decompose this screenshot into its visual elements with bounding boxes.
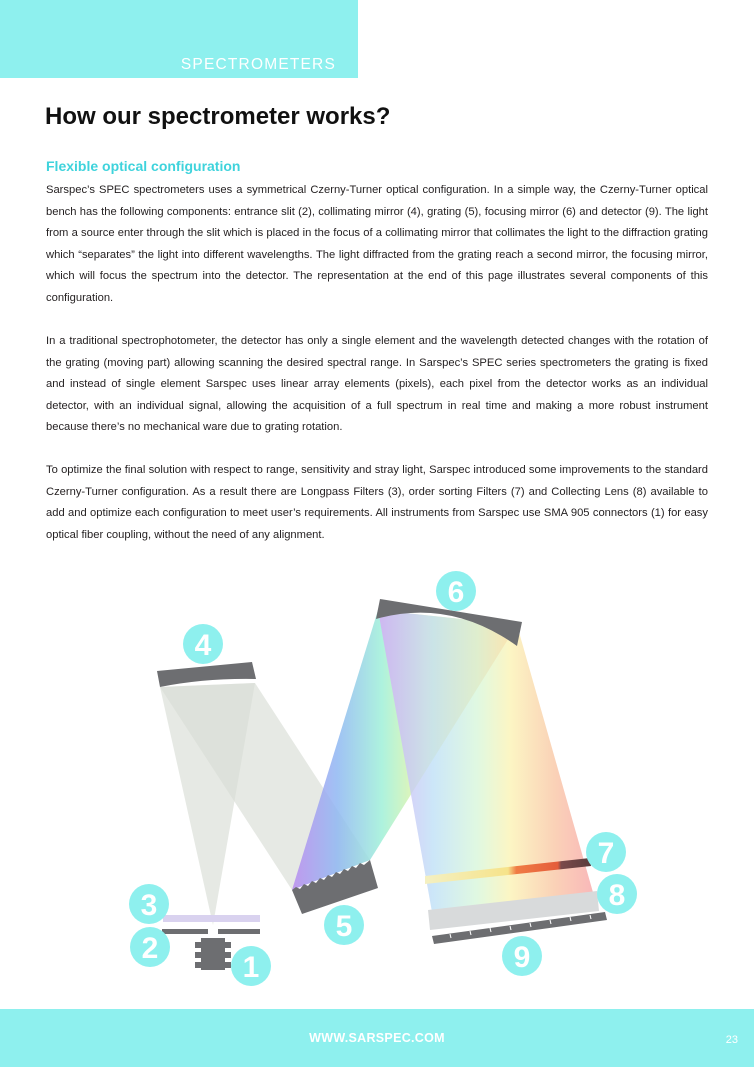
entrance-slit-left — [162, 929, 208, 934]
longpass-filter — [163, 915, 260, 922]
svg-text:4: 4 — [194, 629, 212, 662]
paragraph-traditional: In a traditional spectrophotometer, the detector has only a single element and the wavelength detected changes with the rotation of the grating (moving part) allowing scanning the desired spectral range. In Sarspec’s SPEC series spectrometers the grating is fixed and instead of single element Sarspec uses linear array elements (pixels), each pixel from the detector works as an individual detector, with an individual signal, allowing the acquisition of a full spectrum in real time and making a more robust instrument because there’s no mechanical ware due to grating rotation. — [46, 335, 708, 434]
website-link[interactable]: WWW.SARSPEC.COM — [309, 1031, 445, 1045]
callout-3 — [129, 884, 169, 924]
svg-text:8: 8 — [608, 879, 626, 912]
svg-text:9: 9 — [513, 941, 531, 974]
section-heading: Flexible optical configuration — [46, 158, 241, 174]
svg-text:1: 1 — [242, 951, 260, 984]
page-title: How our spectrometer works? — [45, 103, 391, 130]
callout-4 — [183, 624, 223, 664]
section-label: SPECTROMETERS — [180, 56, 336, 73]
callout-2 — [130, 927, 170, 967]
entrance-slit-right — [218, 929, 260, 934]
svg-text:7: 7 — [597, 837, 615, 870]
sma-connector — [195, 938, 231, 970]
paragraph-intro: Sarspec’s SPEC spectrometers uses a symmetrical Czerny-Turner optical configuration. In a simple way, the Czerny-Turner optical bench has the following components: entrance slit (2), collimating mirror (4), grating (5), focusing mirror (6) and detector (9). The light from a source enter through the slit which is placed in the focus of a collimating mirror that collimates the light to the diffraction grating which “separates” the light into different wavelengths. The light diffracted from the grating reach a second mirror, the focusing mirror, which will focus the spectrum into the detector. The representation at the end of this page illustrates several components of this configuration. — [46, 184, 708, 304]
callout-1 — [231, 946, 271, 986]
callout-6 — [436, 571, 476, 611]
footer — [0, 1009, 754, 1067]
callout-9 — [502, 936, 542, 976]
svg-text:2: 2 — [141, 932, 159, 965]
czerny-turner-diagram — [0, 555, 754, 1005]
callout-7 — [586, 832, 626, 872]
svg-text:6: 6 — [447, 576, 465, 609]
svg-text:3: 3 — [140, 889, 158, 922]
header-tab — [0, 0, 358, 78]
page-number: 23 — [725, 1034, 738, 1046]
callout-8 — [597, 874, 637, 914]
callout-5 — [324, 905, 364, 945]
collimating-mirror — [157, 662, 256, 687]
paragraph-optimize: To optimize the final solution with respect to range, sensitivity and stray light, Sarspec introduced some improvements to the standard Czerny-Turner configuration. As a result there are Longpass Filters (3), order sorting Filters (7) and Collecting Lens (8) available to add and optimize each configuration to meet user’s requirements. All instruments from Sarspec use SMA 905 connectors (1) for easy optical fiber coupling, without the need of any alignment. — [46, 464, 708, 541]
svg-text:5: 5 — [335, 910, 353, 943]
